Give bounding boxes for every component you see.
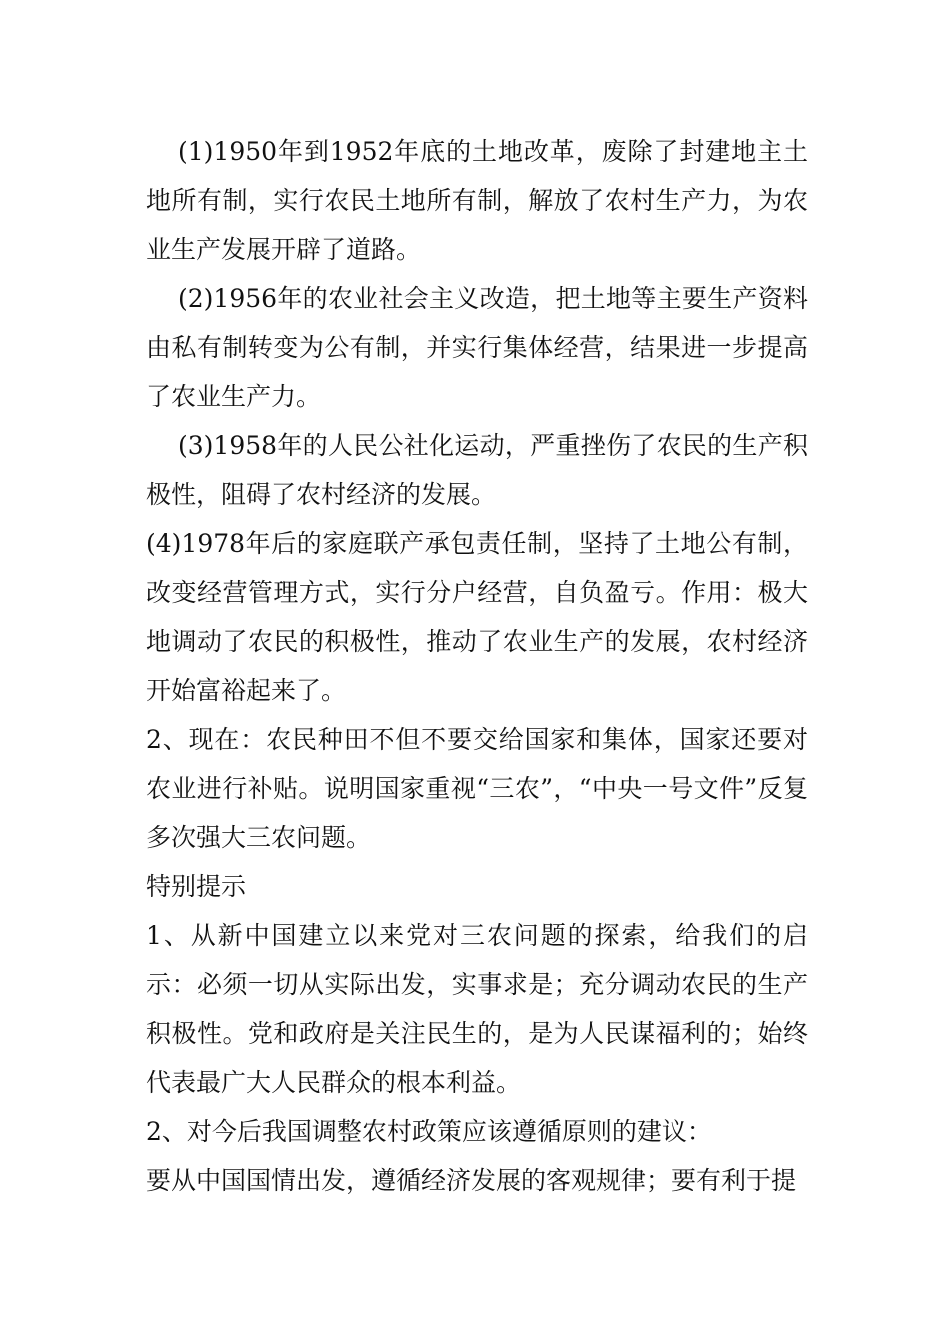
paragraph-policy-suggestion: 要从中国国情出发，遵循经济发展的客观规律；要有利于提 [146,1166,797,1195]
paragraph-enlightenment: 1、从新中国建立以来党对三农问题的探索，给我们的启示：必须一切从实际出发，实事求是；充分调动农民的生产积极性。党和政府是关注民生的，是为人民谋福利的；始终代表最广大人民群众的根本利益。 [146,921,808,1097]
paragraph-socialist-transformation: (2)1956年的农业社会主义改造，把土地等主要生产资料由私有制转变为公有制，并实行集体经营，结果进一步提高了农业生产力。 [146,284,808,411]
paragraph-household-responsibility: (4)1978年后的家庭联产承包责任制，坚持了土地公有制，改变经营管理方式，实行分户经营，自负盈亏。作用：极大地调动了农民的积极性，推动了农业生产的发展，农村经济开始富裕起来了。 [146,529,808,705]
document-page [146,127,808,1205]
paragraph-present-subsidy: 2、现在：农民种田不但不要交给国家和集体，国家还要对农业进行补贴。说明国家重视“三农”，“中央一号文件”反复多次强大三农问题。 [146,725,808,852]
section-heading-special-tip: 特别提示 [146,872,247,901]
paragraph-peoples-commune: (3)1958年的人民公社化运动，严重挫伤了农民的生产积极性，阻碍了农村经济的发展。 [146,431,808,509]
paragraph-policy-suggestion-heading: 2、对今后我国调整农村政策应该遵循原则的建议： [146,1117,712,1146]
paragraph-land-reform: (1)1950年到1952年底的土地改革，废除了封建地主土地所有制，实行农民土地所有制，解放了农村生产力，为农业生产发展开辟了道路。 [146,137,808,264]
